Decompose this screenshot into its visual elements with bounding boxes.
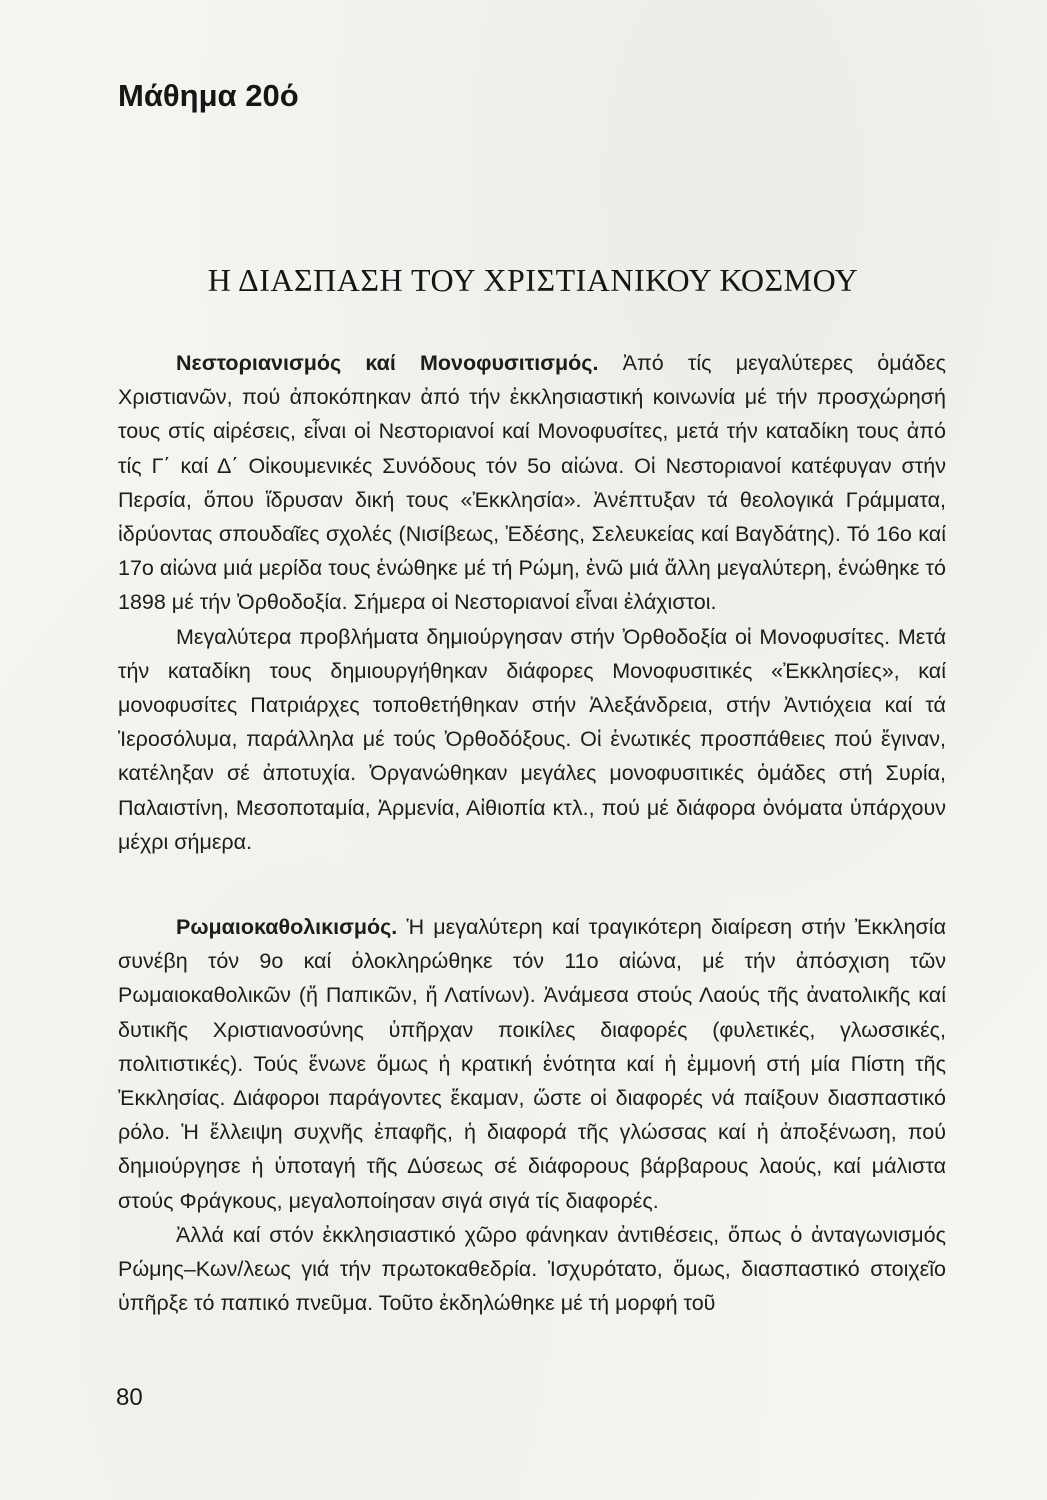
paragraph: Ἀλλά καί στόν ἐκκλησιαστικό χῶρο φάνηκαν ἀντιθέσεις, ὅπως ὁ ἀνταγωνισμός Ρώμης–Κων/λεως γιά τήν πρωτοκαθεδρία. Ἰσχυρότατο, ὅμως, διασπαστικό στοιχεῖο ὑπῆρξε τό παπικό πνεῦμα. Τοῦτο ἐκδηλώθηκε μέ τή μορφή τοῦ — [118, 1222, 946, 1316]
section-heading: Νεστοριανισμός καί Μονοφυσιτισμός. — [176, 351, 599, 375]
paragraph — [118, 910, 946, 1218]
page-number: 80 — [116, 1384, 143, 1411]
paragraph-text: Ἀπό τίς μεγαλύτερες ὁμάδες Χριστιανῶν, πού ἀποκόπηκαν ἀπό τήν ἐκκλησιαστική κοινωνία μέ τήν προσχώρησή τους στίς αἱρέσεις, εἶναι οἱ Νεστοριανοί καί Μονοφυσίτες, μετά τήν καταδίκη τους ἀπό τίς Γ΄ καί Δ΄ Οἰκουμενικές Συνόδους τόν 5ο αἰώνα. Οἱ Νεστοριανοί κατέφυγαν στήν Περσία, ὅπου ἵδρυσαν δική τους «Ἐκκλησία». Ἀνέπτυξαν τά θεολογικά Γράμματα, ἱδρύοντας σπουδαῖες σχολές (Νισίβεως, Ἐδέσης, Σελευκείας καί Βαγδάτης). Τό 16ο καί 17ο αἰώνα μιά μερίδα τους ἑνώθηκε μέ τή Ρώμη, ἐνῶ μιά ἄλλη μεγαλύτερη, ἑνώθηκε τό 1898 μέ τήν Ὀρθοδοξία. Σήμερα οἱ Νεστοριανοί εἶναι ἐλάχιστοι. — [118, 351, 946, 615]
lesson-label: Μάθημα 20ό — [118, 78, 299, 113]
section-roman-catholicism — [118, 910, 946, 1320]
paragraph: Μεγαλύτερα προβλήματα δημιούργησαν στήν Ὀρθοδοξία οἱ Μονοφυσίτες. Μετά τήν καταδίκη τους δημιουργήθηκαν διάφορες Μονοφυσιτικές «Ἐκκλησίες», καί μονοφυσίτες Πατριάρχες τοποθετήθηκαν στήν Ἀλεξάνδρεια, στήν Ἀντιόχεια καί τά Ἱεροσόλυμα, παράλληλα μέ τούς Ὀρθοδόξους. Οἱ ἑνωτικές προσπάθειες πού ἔγιναν, κατέληξαν σέ ἀποτυχία. Ὀργανώθηκαν μεγάλες μονοφυσιτικές ὁμάδες στή Συρία, Παλαιστίνη, Μεσοποταμία, Ἀρμενία, Αἰθιοπία κτλ., πού μέ διάφορα ὀνόματα ὑπάρχουν μέχρι σήμερα. — [118, 624, 946, 854]
chapter-title: Η ΔΙΑΣΠΑΣΗ ΤΟΥ ΧΡΙΣΤΙΑΝΙΚΟΥ ΚΟΣΜΟΥ — [207, 262, 859, 298]
paragraph-text: Ἡ μεγαλύτερη καί τραγικότερη διαίρεση στήν Ἐκκλησία συνέβη τόν 9ο καί ὁλοκληρώθηκε τόν 11ο αἰώνα, μέ τήν ἀπόσχιση τῶν Ρωμαιοκαθολικῶν (ἤ Παπικῶν, ἤ Λατίνων). Ἀνάμεσα στούς Λαούς τῆς ἀνατολικῆς καί δυτικῆς Χριστιανοσύνης ὑπῆρχαν ποικίλες διαφορές (φυλετικές, γλωσσικές, πολιτιστικές). Τούς ἕνωνε ὅμως ἡ κρατική ἑνότητα καί ἡ ἐμμονή στή μία Πίστη τῆς Ἐκκλησίας. Διάφοροι παράγοντες ἔκαμαν, ὥστε οἱ διαφορές νά παίξουν διασπαστικό ρόλο. Ἡ ἔλλειψη συχνῆς ἐπαφῆς, ἡ διαφορά τῆς γλώσσας καί ἡ ἀποξένωση, πού δημιούργησε ἡ ὑποταγή τῆς Δύσεως σέ διάφορους βάρβαρους λαούς, καί μάλιστα στούς Φράγκους, μεγαλοποίησαν σιγά σιγά τίς διαφορές. — [118, 915, 946, 1213]
section-heading: Ρωμαιοκαθολικισμός. — [176, 915, 398, 939]
paragraph — [118, 346, 946, 620]
section-nestorianism — [118, 346, 946, 859]
